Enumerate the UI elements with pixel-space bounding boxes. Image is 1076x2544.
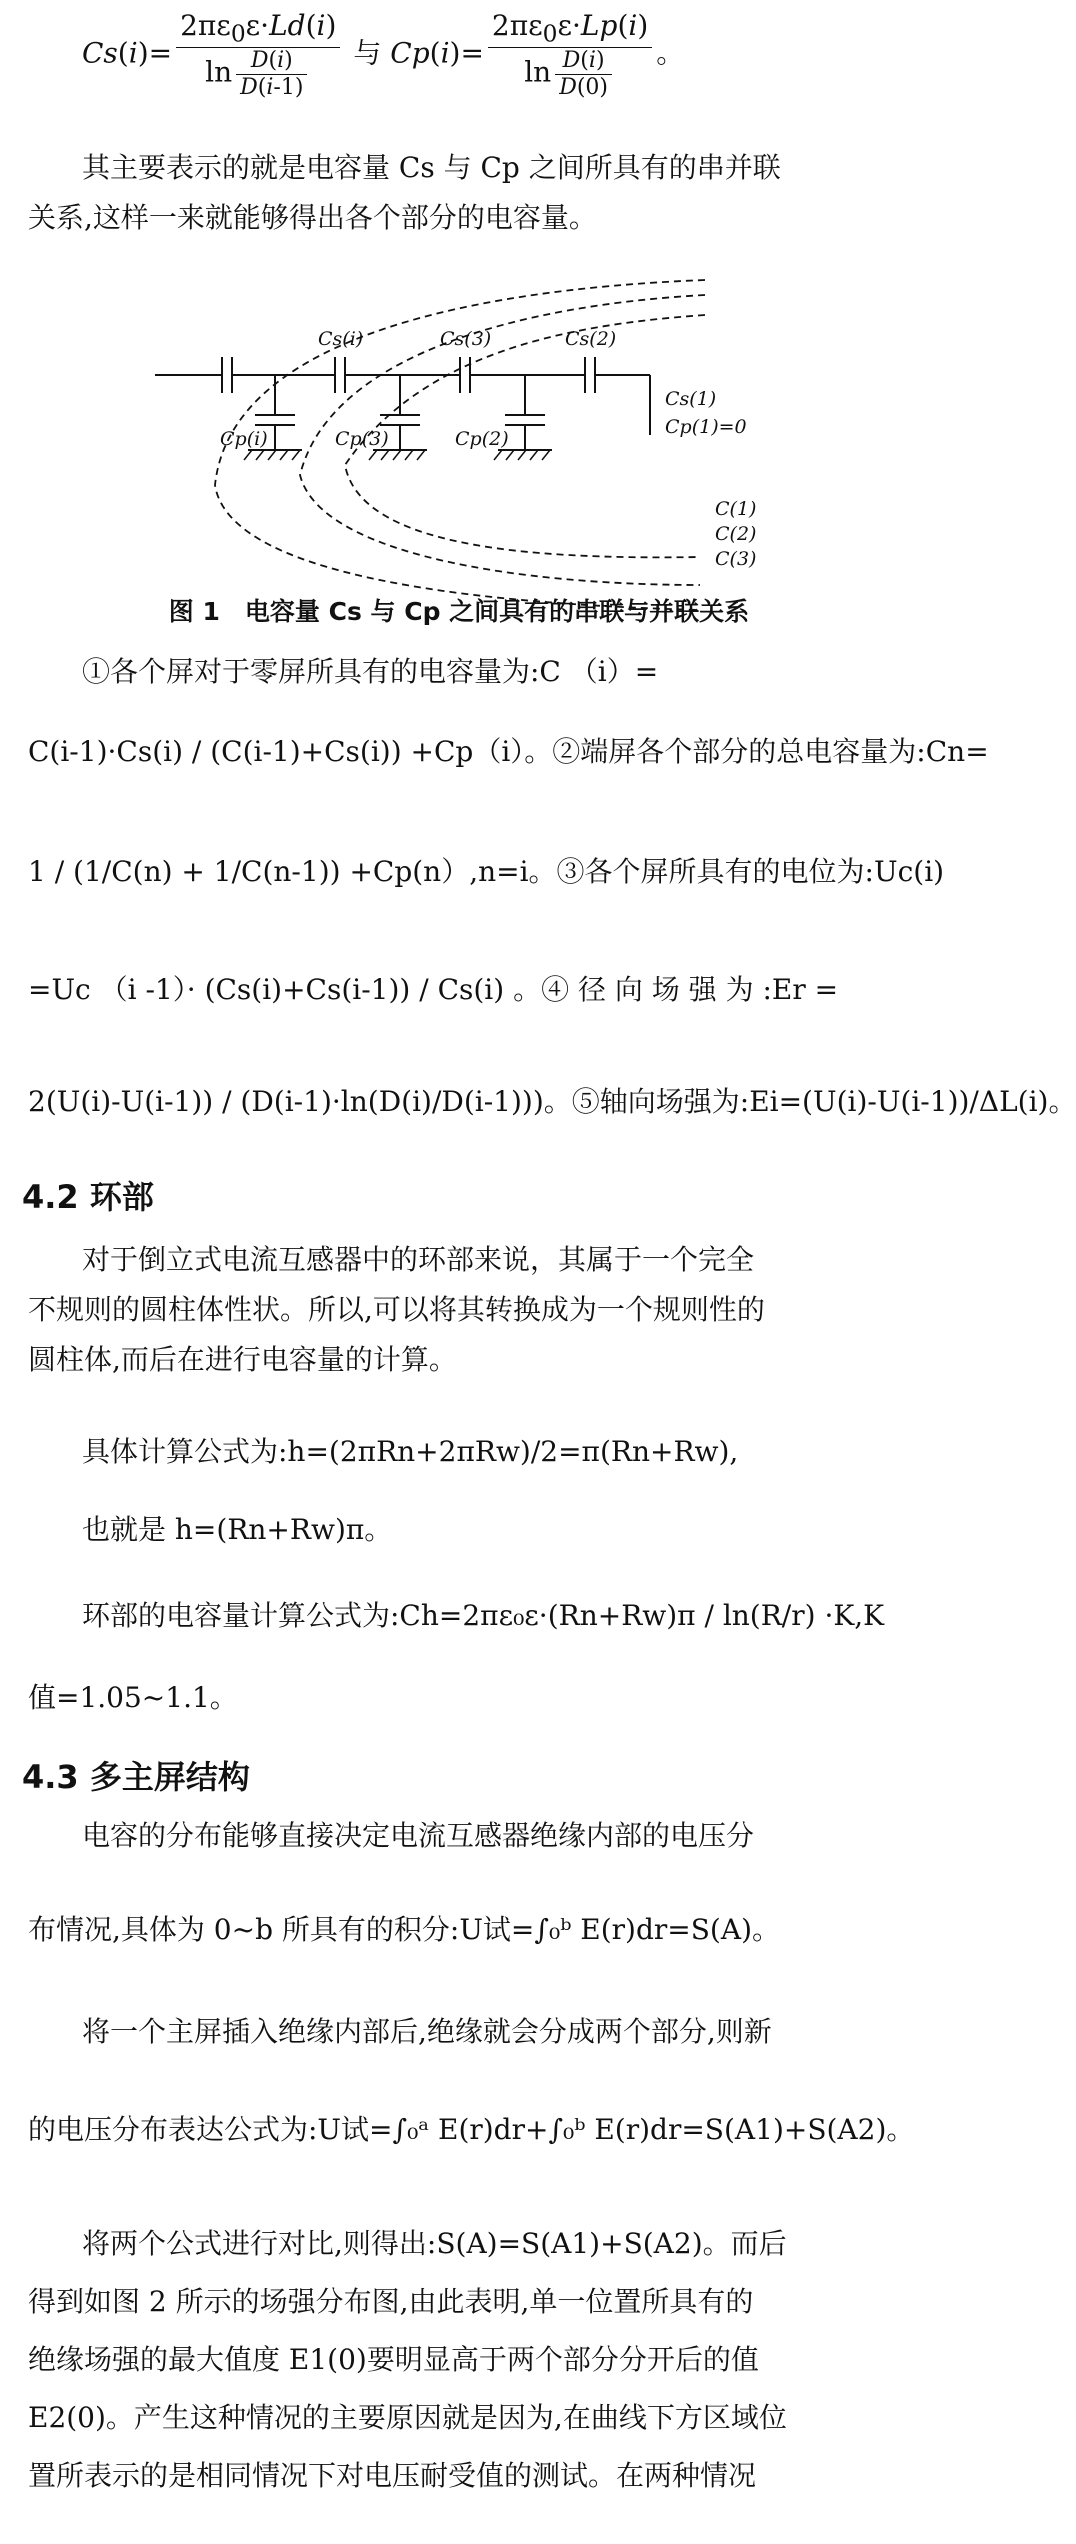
paragraph-line: 圆柱体,而后在进行电容量的计算。	[28, 1343, 457, 1376]
formula-line: 具体计算公式为:h=(2πRn+2πRw)/2=π(Rn+Rw),	[82, 1435, 739, 1468]
label-cs-3: Cs(3)	[440, 328, 492, 350]
paragraph-line: 置所表示的是相同情况下对电压耐受值的测试。在两种情况	[28, 2459, 757, 2492]
label-cs-1: Cs(1)	[665, 388, 717, 410]
label-c3: C(3)	[715, 548, 757, 570]
formula-line: 的电压分布表达公式为:U试=∫₀ᵃ E(r)dr+∫₀ᵇ E(r)dr=S(A1)+S(A2)。	[28, 2113, 915, 2146]
paragraph-line: 关系,这样一来就能够得出各个部分的电容量。	[28, 201, 597, 234]
equation-cs-cp: Cs(i)= $2\pi\varepsilon_0\varepsilon\cdot Ld(i)$ ln $\frac{D(i)}{D(i-1)}$ 与 Cp(i)= $2\pi\varepsilon_0\varepsilon\cdot Lp(i)$ ln $\frac{D(i)}{D(0)}$ 。	[82, 9, 685, 100]
paragraph-line: 其主要表示的就是电容量 Cs 与 Cp 之间所具有的串并联	[82, 151, 781, 184]
paragraph-line: 绝缘场强的最大值度 E1(0)要明显高于两个部分分开后的值	[28, 2343, 759, 2376]
section-heading-4-3: 4.3 多主屏结构	[22, 1758, 250, 1796]
formula-line: C(i-1)·Cs(i) / (C(i-1)+Cs(i)) +Cp（i）。②端屏各个部分的总电容量为:Cn=	[28, 735, 989, 768]
label-cp-2: Cp(2)	[455, 428, 509, 450]
formula-line: =Uc （i -1）· (Cs(i)+Cs(i-1)) / Cs(i) 。④ 径 向 场 强 为 :Er =	[28, 973, 839, 1006]
label-cs-i: Cs(i)	[318, 328, 364, 350]
formula-line: 环部的电容量计算公式为:Ch=2πε₀ε·(Rn+Rw)π / ln(R/r) ·K,K	[82, 1599, 885, 1632]
paragraph-line: E2(0)。产生这种情况的主要原因就是因为,在曲线下方区域位	[28, 2401, 787, 2434]
formula-line: 1 / (1/C(n) + 1/C(n-1)) +Cp(n）,n=i。③各个屏所具有的电位为:Uc(i)	[28, 855, 945, 888]
paragraph-line: 将两个公式进行对比,则得出:S(A)=S(A1)+S(A2)。而后	[82, 2227, 787, 2260]
formula-line: 布情况,具体为 0~b 所具有的积分:U试=∫₀ᵇ E(r)dr=S(A)。	[28, 1913, 780, 1946]
paragraph-line: 不规则的圆柱体性状。所以,可以将其转换成为一个规则性的	[28, 1293, 765, 1326]
paragraph-line: ①各个屏对于零屏所具有的电容量为:C （i）=	[82, 655, 659, 688]
figure-1-circuit	[0, 285, 918, 575]
formula-line: 2(U(i)-U(i-1)) / (D(i-1)·ln(D(i)/D(i-1)))。⑤轴向场强为:Ei=(U(i)-U(i-1))/ΔL(i)。	[28, 1085, 1076, 1118]
paragraph-line: 得到如图 2 所示的场强分布图,由此表明,单一位置所具有的	[28, 2285, 754, 2318]
label-c2: C(2)	[715, 523, 757, 545]
section-heading-4-2: 4.2 环部	[22, 1178, 154, 1216]
paragraph-line: 将一个主屏插入绝缘内部后,绝缘就会分成两个部分,则新	[82, 2015, 772, 2048]
label-c1: C(1)	[715, 498, 757, 520]
figure-caption: 图 1 电容量 Cs 与 Cp 之间具有的串联与并联关系	[168, 597, 750, 626]
formula-line: 也就是 h=(Rn+Rw)π。	[82, 1513, 393, 1546]
label-cp-1: Cp(1)=0	[665, 416, 747, 438]
label-cs-2: Cs(2)	[565, 328, 617, 350]
label-cp-3: Cp(3)	[335, 428, 389, 450]
paragraph-line: 对于倒立式电流互感器中的环部来说，其属于一个完全	[82, 1243, 755, 1276]
paragraph-line: 值=1.05~1.1。	[28, 1681, 238, 1714]
label-cp-i: Cp(i)	[220, 428, 268, 450]
paragraph-line: 电容的分布能够直接决定电流互感器绝缘内部的电压分	[82, 1819, 755, 1852]
